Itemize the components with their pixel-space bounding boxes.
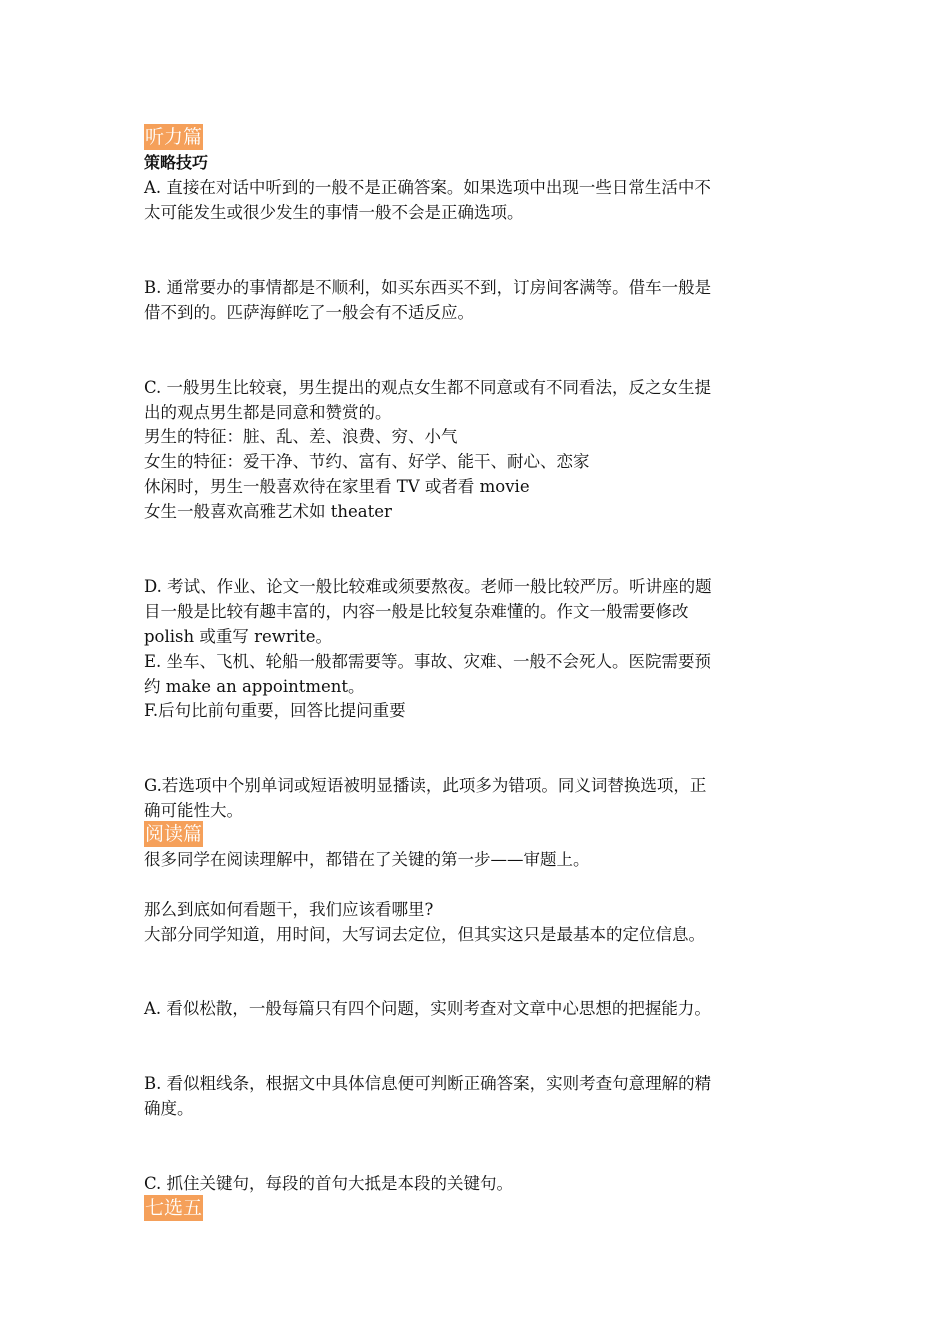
section-heading-listening: 听力篇 <box>145 126 203 148</box>
section-heading-seven-five: 七选五 <box>145 1197 203 1219</box>
paragraph-line: 出的观点男生都是同意和赞赏的。 <box>144 403 392 422</box>
paragraph-line: C. 一般男生比较衰，男生提出的观点女生都不同意或有不同看法，反之女生提 <box>144 378 712 397</box>
subheading-strategy: 策略技巧 <box>144 153 209 172</box>
document-page <box>144 0 814 1344</box>
paragraph-line: 那么到底如何看题干，我们应该看哪里? <box>144 900 434 919</box>
section-heading-reading: 阅读篇 <box>145 823 203 845</box>
paragraph-line: 约 make an appointment。 <box>144 677 365 696</box>
paragraph-line: 目一般是比较有趣丰富的，内容一般是比较复杂难懂的。作文一般需要修改 <box>144 602 689 621</box>
paragraph-line: 休闲时，男生一般喜欢待在家里看 TV 或者看 movie <box>144 477 530 496</box>
paragraph-line: A. 直接在对话中听到的一般不是正确答案。如果选项中出现一些日常生活中不 <box>144 178 711 197</box>
paragraph-line: C. 抓住关键句，每段的首句大抵是本段的关键句。 <box>144 1174 514 1193</box>
paragraph-line: E. 坐车、飞机、轮船一般都需要等。事故、灾难、一般不会死人。医院需要预 <box>144 652 712 671</box>
paragraph-line: 确度。 <box>144 1099 194 1118</box>
paragraph-line: A. 看似松散，一般每篇只有四个问题，实则考查对文章中心思想的把握能力。 <box>144 999 711 1018</box>
paragraph-line: 很多同学在阅读理解中，都错在了关键的第一步——审题上。 <box>144 850 590 869</box>
paragraph-line: B. 通常要办的事情都是不顺利，如买东西买不到，订房间客满等。借车一般是 <box>144 278 712 297</box>
paragraph-line: G.若选项中个别单词或短语被明显播读，此项多为错项。同义词替换选项，正 <box>144 776 707 795</box>
paragraph-line: 大部分同学知道，用时间，大写词去定位，但其实这只是最基本的定位信息。 <box>144 925 705 944</box>
paragraph-line: 女生的特征：爱干净、节约、富有、好学、能干、耐心、恋家 <box>144 452 590 471</box>
paragraph-line: 女生一般喜欢高雅艺术如 theater <box>144 502 392 521</box>
paragraph-line: 借不到的。匹萨海鲜吃了一般会有不适反应。 <box>144 303 474 322</box>
paragraph-line: 确可能性大。 <box>144 801 243 820</box>
paragraph-line: B. 看似粗线条，根据文中具体信息便可判断正确答案，实则考查句意理解的精 <box>144 1074 712 1093</box>
paragraph-line: polish 或重写 rewrite。 <box>144 627 332 646</box>
paragraph-line: F.后句比前句重要，回答比提问重要 <box>144 701 406 720</box>
paragraph-line: 男生的特征：脏、乱、差、浪费、穷、小气 <box>144 427 458 446</box>
paragraph-line: 太可能发生或很少发生的事情一般不会是正确选项。 <box>144 203 524 222</box>
paragraph-line: D. 考试、作业、论文一般比较难或须要熬夜。老师一般比较严厉。听讲座的题 <box>144 577 712 596</box>
